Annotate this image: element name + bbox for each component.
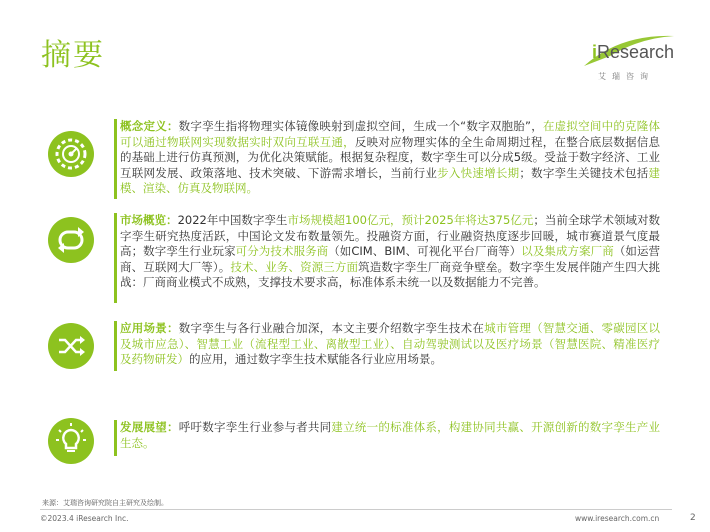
section-application (48, 321, 668, 381)
section-market (48, 211, 668, 311)
section-divider (114, 321, 117, 371)
footer-divider (40, 509, 672, 510)
section-text: 市场概览：2022年中国数字孪生市场规模超100亿元，预计2025年将达375亿元；当前全球学术领域对数字孪生研究热度活跃，中国论文发布数量领先。投融资方面，行业融资热度逐步回暖，城市赛道景气度最高；数字孪生行业玩家可分为技术服务商（如CIM、BIM、可视化平台厂商等）以及集成方案厂商（如运营商、互联网大厂等）。技术、业务、资源三方面筑造数字孪生厂商竞争壁垒。数字孪生发展伴随产生四大挑战：厂商商业模式不成熟，支撑技术要求高，标准体系未统一以及数据能力不完善。 (120, 213, 661, 289)
iresearch-logo (580, 30, 680, 85)
copyright: ©2023.4 iResearch Inc. (40, 514, 129, 523)
website-url: www.iresearch.com.cn (575, 514, 660, 523)
cycle-arrows-icon (48, 217, 94, 263)
section-divider (114, 213, 117, 303)
section-divider (114, 119, 117, 199)
shuffle-icon (48, 323, 94, 369)
source-note: 来源：艾瑞咨询研究院自主研究及绘制。 (42, 499, 168, 507)
section-text: 应用场景：数字孪生与各行业融合加深，本文主要介绍数字孪生技术在城市管理（智慧交通、零碳园区以及城市应急）、智慧工业（流程型工业、离散型工业）、自动驾驶测试以及医疗场景（智慧医院、精准医疗及药物研发）的应用，通过数字孪生技术赋能各行业应用场景。 (120, 321, 661, 366)
section-outlook (48, 418, 668, 468)
section-concept (48, 115, 668, 205)
logo-cn: 艾瑞咨询 (598, 72, 654, 81)
section-divider (114, 420, 117, 456)
lightbulb-icon (48, 418, 94, 464)
page-number: 2 (690, 513, 696, 523)
logo-brand: iResearch (592, 42, 675, 62)
gear-gauge-icon (48, 131, 94, 177)
section-text: 概念定义：数字孪生指将物理实体镜像映射到虚拟空间，生成一个“数字双胞胎”，在虚拟空间中的克隆体可以通过物联网实现数据实时双向互联互通，反映对应物理实体的全生命周期过程，在整合底层数据信息的基础上进行仿真预测，为优化决策赋能。根据复杂程度，数字孪生可以分成5级。受益于数字经济、工业互联网发展、政策落地、技术突破、下游需求增长，当前行业步入快速增长期；数字孪生关键技术包括建模、渲染、仿真及物联网。 (120, 119, 661, 195)
section-text: 发展展望：呼吁数字孪生行业参与者共同建立统一的标准体系，构建协同共赢、开源创新的数字孪生产业生态。 (120, 420, 661, 450)
page-title: 摘要 (41, 38, 105, 73)
